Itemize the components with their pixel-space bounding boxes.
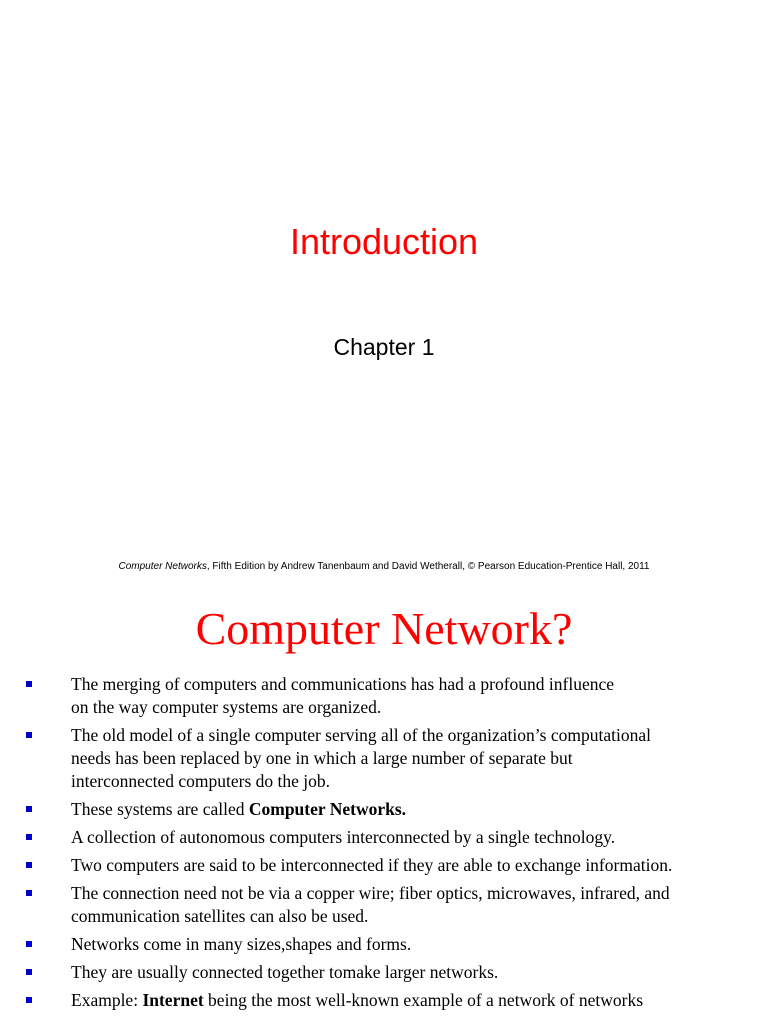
bullet-text-line: Two computers are said to be interconnected if they are able to exchange information. [71,855,673,875]
slide-subtitle: Chapter 1 [333,334,435,360]
bullet-square-icon [26,732,32,738]
bullet-square-icon [26,941,32,947]
bullet-square-icon [26,969,32,975]
bullet-text-line: Networks come in many sizes,shapes and forms. [71,934,412,954]
bullet-text-line: The merging of computers and communications has had a profound influence [71,674,614,694]
footer-book-title: Computer Networks [118,561,207,572]
bullet-text-line [71,989,748,1012]
bullet-text-prefix: Example: [71,990,143,1010]
bullet-text-line: The connection need not be via a copper wire; fiber optics, microwaves, infrared, and [71,883,670,903]
bullet-text-line: A collection of autonomous computers interconnected by a single technology. [71,827,616,847]
bullet-square-icon [26,890,32,896]
list-item [0,724,768,793]
bullet-text-line: interconnected computers do the job. [71,771,331,791]
bullet-square-icon [26,681,32,687]
slide-computer-network [0,585,768,1024]
footer-citation-rest: , Fifth Edition by Andrew Tanenbaum and David Wetherall, © Pearson Education-Prentice Hall, 2011 [206,561,650,572]
list-item [0,933,768,956]
bullet-text-prefix: These systems are called [71,799,249,819]
bullet-text-line: on the way computer systems are organized. [71,697,382,717]
bullet-square-icon [26,806,32,812]
slide-footer-citation [0,560,768,574]
list-item [0,826,768,849]
list-item [0,798,768,821]
bullet-text-line: communication satellites can also be used. [71,906,369,926]
slide-heading: Computer Network? [195,603,573,654]
bullet-text-line: The old model of a single computer serving all of the organization’s computational [71,725,651,745]
bullet-text-line: needs has been replaced by one in which a large number of separate but [71,748,573,768]
bullet-bold-term: Computer Networks. [248,799,407,819]
bullet-list [0,673,768,1017]
bullet-square-icon [26,834,32,840]
list-item [0,882,768,928]
list-item [0,989,768,1012]
bullet-square-icon [26,997,32,1003]
list-item [0,673,768,719]
bullet-text-suffix: being the most well-known example of a network of networks [203,990,644,1010]
slide-title-heading: Introduction [289,221,479,262]
bullet-text-line [71,798,748,821]
bullet-text-line: They are usually connected together tomake larger networks. [71,962,499,982]
bullet-bold-term: Internet [142,990,204,1010]
list-item [0,961,768,984]
list-item [0,854,768,877]
bullet-square-icon [26,862,32,868]
